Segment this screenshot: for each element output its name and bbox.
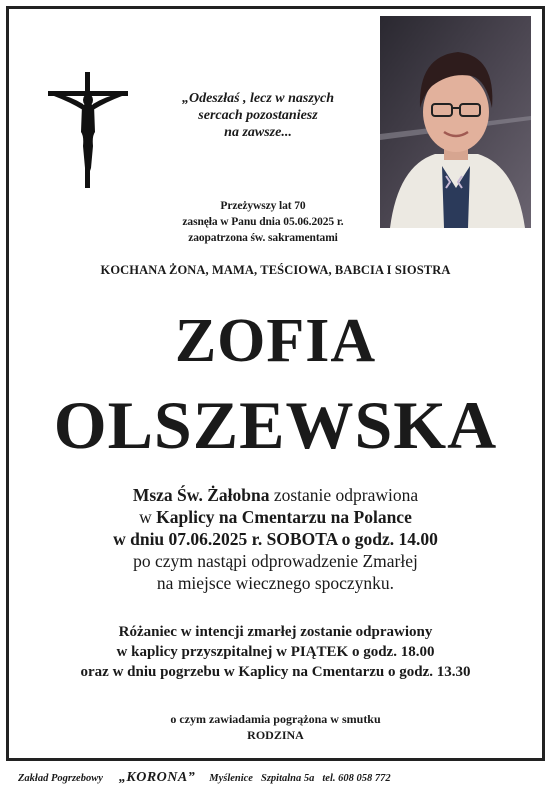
footer-company: Zakład Pogrzebowy [18, 773, 103, 784]
deceased-first-name: ZOFIA [174, 307, 377, 375]
rosary-line: w kaplicy przyszpitalnej w PIĄTEK o godz. 18.00 [116, 644, 435, 660]
signature-line: o czym zawiadamia pogrążona w smutku [170, 712, 381, 726]
quote-line: sercach pozostaniesz [198, 108, 318, 123]
crucifix-icon [48, 72, 128, 188]
mass-title: Msza Św. Żałobna [132, 485, 270, 505]
mass-line-2 [20, 506, 531, 528]
memorial-quote [140, 90, 376, 141]
mass-line-5: na miejsce wiecznego spoczynku. [156, 573, 395, 593]
footer-phone: tel. 608 058 772 [322, 773, 391, 784]
funeral-home-footer [18, 770, 538, 786]
signature-family: RODZINA [247, 728, 304, 742]
footer-city: Myślenice [209, 773, 253, 784]
footer-brand: „KORONA” [118, 770, 196, 785]
quote-line: „Odeszłaś , lecz w naszych [181, 91, 335, 106]
mass-line-4: po czym nastąpi odprowadzenie Zmarłej [133, 551, 418, 571]
mass-line-1 [20, 484, 531, 506]
rosary-info [20, 622, 531, 682]
footer-address: Szpitalna 5a [260, 773, 315, 784]
mass-location: Kaplicy na Cmentarzu na Polance [156, 507, 412, 527]
sacraments-line: zaopatrzona św. sakramentami [188, 232, 338, 244]
funeral-mass-info [20, 484, 531, 594]
deceased-last-name: OLSZEWSKA [53, 387, 498, 463]
relation-line: KOCHANA ŻONA, MAMA, TEŚCIOWA, BABCIA I SIOSTRA [100, 263, 451, 277]
mass-date: w dniu 07.06.2025 r. SOBOTA o godz. 14.00 [113, 529, 438, 549]
death-details [128, 198, 398, 246]
portrait-photo [380, 16, 531, 228]
mass-text: w [139, 507, 157, 527]
mass-text: zostanie odprawiona [269, 485, 419, 505]
death-date-line: zasnęła w Panu dnia 05.06.2025 r. [182, 216, 344, 228]
quote-line: na zawsze... [224, 125, 292, 140]
family-signature [20, 711, 531, 743]
rosary-line: Różaniec w intencji zmarłej zostanie odprawiony [118, 624, 433, 640]
rosary-line: oraz w dniu pogrzebu w Kaplicy na Cmentarzu o godz. 13.30 [80, 664, 471, 680]
age-line: Przeżywszy lat 70 [220, 200, 306, 212]
